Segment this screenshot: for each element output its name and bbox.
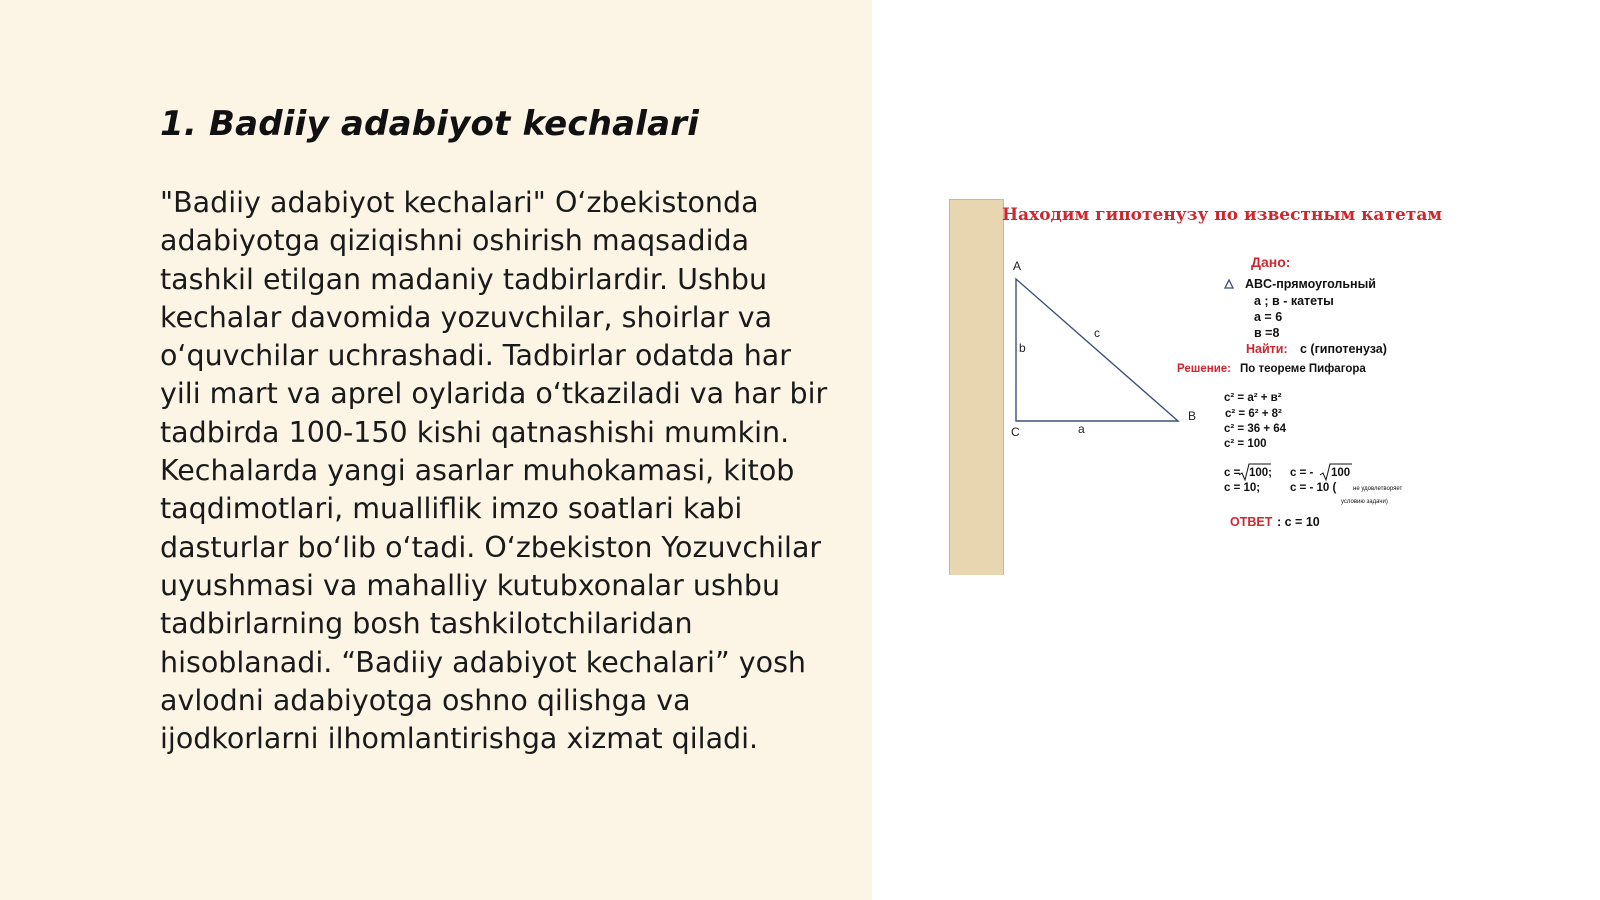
result-negative-note-2: условию задачи)	[1341, 499, 1388, 505]
answer-value: : c = 10	[1277, 515, 1320, 529]
side-a-label: a	[1078, 422, 1085, 436]
solution-value: По теореме Пифагора	[1240, 363, 1366, 375]
vertex-b-label: B	[1188, 409, 1197, 423]
find-value: c (гипотенуза)	[1300, 342, 1387, 356]
equation-3: c² = 36 + 64	[1224, 423, 1287, 435]
pythagoras-figure	[949, 199, 1449, 575]
side-b-label: b	[1019, 341, 1026, 355]
given-label: Дано:	[1251, 254, 1291, 270]
result-positive: c = 10;	[1224, 482, 1261, 494]
triangle-diagram	[949, 199, 1449, 575]
triangle-symbol-icon	[1225, 280, 1233, 288]
result-negative-note: не удовлетворяет	[1353, 486, 1403, 492]
solution-label: Решение:	[1177, 363, 1232, 375]
given-line-1: ABC-прямоугольный	[1245, 277, 1376, 291]
side-c-label: c	[1094, 326, 1100, 340]
root-negative-radicand: 100	[1331, 467, 1351, 479]
given-line-3: a = 6	[1254, 310, 1283, 324]
figure-title: Находим гипотенузу по известным катетам	[1002, 205, 1443, 225]
root-positive-radicand: 100;	[1249, 467, 1273, 479]
right-triangle	[1016, 279, 1178, 421]
answer-label: ОТВЕТ	[1230, 515, 1273, 529]
slide-body-text: "Badiiy adabiyot kechalari" O‘zbekistonda adabiyotga qiziqishni oshirish maqsadida tashkil etilgan madaniy tadbirlardir. Ushbu kechalar davomida yozuvchilar, shoirlar va o‘quvchilar uchrashadi. Tadbirlar odatda har yili mart va aprel oylarida o‘tkaziladi va har bir tadbirda 100-150 kishi qatnashishi mumkin. Kechalarda yangi asarlar muhokamasi, kitob taqdimotlari, mualliflik imzo soatlari kabi dasturlar bo‘lib o‘tadi. O‘zbekiston Yozuvchilar uyushmasi va mahalliy kutubxonalar ushbu tadbirlarning bosh tashkilotchilaridan hisoblanadi. “Badiiy adabiyot kechalari” yosh avlodni adabiyotga oshno qilishga va ijodkorlarni ilhomlantirishga xizmat qiladi.	[160, 186, 828, 756]
root-negative-prefix: c = -	[1290, 467, 1314, 479]
result-negative: c = - 10 (	[1290, 482, 1337, 494]
given-line-2: a ; в - катеты	[1254, 294, 1334, 308]
equation-4: c² = 100	[1224, 438, 1267, 450]
root-positive-prefix: c =	[1224, 467, 1241, 479]
find-label: Найти:	[1246, 342, 1288, 356]
equation-2: c² = 6² + 8²	[1225, 408, 1282, 420]
slide-heading: 1. Badiiy adabiyot kechalari	[160, 104, 700, 144]
vertex-c-label: C	[1011, 425, 1020, 439]
equation-1: c² = a² + в²	[1224, 392, 1282, 404]
given-line-4: в =8	[1254, 326, 1280, 340]
vertex-a-label: A	[1013, 259, 1022, 273]
